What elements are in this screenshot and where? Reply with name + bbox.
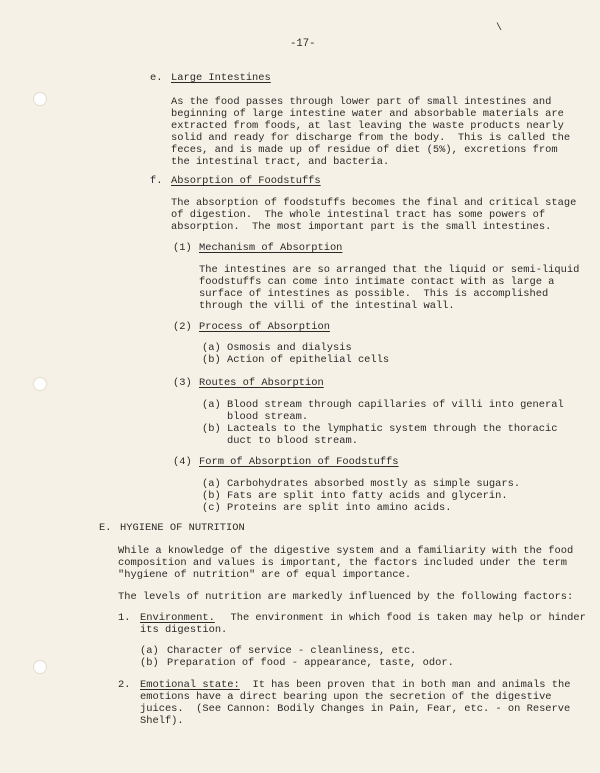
section-e-body-line: the intestinal tract, and bacteria.: [171, 156, 390, 168]
sub1-title: Mechanism of Absorption: [199, 242, 343, 254]
sub4-item-text: Proteins are split into amino acids.: [227, 502, 452, 514]
section-e-body-line: feces, and is made up of residue of diet (5%), excretions from: [171, 144, 558, 156]
item1-text: The environment in which food is taken may help or hinder: [218, 612, 586, 624]
sub4-label: (4): [173, 456, 192, 468]
sub3-item-label: (a): [202, 399, 221, 411]
sub3-label: (3): [173, 377, 192, 389]
item1-sub-text: Character of service - cleanliness, etc.: [167, 645, 417, 657]
item2-title: Emotional state:: [140, 679, 240, 691]
section-f-label: f.: [150, 175, 163, 187]
punch-hole: [33, 660, 47, 674]
section-e-label: e.: [150, 72, 163, 84]
sub3-item-text: Blood stream through capillaries of villi into general: [227, 399, 564, 411]
sub4-item-label: (c): [202, 502, 221, 514]
section-f-body-line: The absorption of foodstuffs becomes the final and critical stage: [171, 197, 577, 209]
item2-label: 2.: [118, 679, 131, 691]
sub4-item-label: (b): [202, 490, 221, 502]
sub2-item-label: (a): [202, 342, 221, 354]
section-e-body-line: extracted from foods, at last leaving the waste products nearly: [171, 120, 564, 132]
punch-hole: [33, 92, 47, 106]
item1-title: Environment.: [140, 612, 215, 624]
page-number: -17-: [290, 38, 316, 50]
sub3-item-text: blood stream.: [227, 411, 309, 423]
sub3-item-label: (b): [202, 423, 221, 435]
section-e-title: Large Intestines: [171, 72, 271, 84]
item2-text: It has been proven that in both man and animals the: [240, 679, 571, 691]
punch-hole: [33, 377, 47, 391]
section-E-intro-line: composition and values is important, the factors included under the term: [118, 557, 567, 569]
sub2-item-label: (b): [202, 354, 221, 366]
sub4-title: Form of Absorption of Foodstuffs: [199, 456, 399, 468]
sub3-item-text: duct to blood stream.: [227, 435, 358, 447]
section-f-title: Absorption of Foodstuffs: [171, 175, 321, 187]
section-E-label: E.: [99, 522, 112, 534]
section-E-title: HYGIENE OF NUTRITION: [120, 522, 245, 534]
section-e-body-line: solid and ready for discharge from the body. This is called the: [171, 132, 571, 144]
item1-sub-text: Preparation of food - appearance, taste, odor.: [167, 657, 454, 669]
sub1-body-line: The intestines are so arranged that the liquid or semi-liquid: [199, 264, 580, 276]
section-E-intro-line: "hygiene of nutrition" are of equal importance.: [118, 569, 412, 581]
sub2-item-text: Osmosis and dialysis: [227, 342, 352, 354]
sub4-item-text: Fats are split into fatty acids and glycerin.: [227, 490, 508, 502]
item2-text: Shelf).: [140, 715, 184, 727]
section-e-body-line: beginning of large intestine water and absorbable materials are: [171, 108, 564, 120]
sub4-item-text: Carbohydrates absorbed mostly as simple sugars.: [227, 478, 521, 490]
sub1-label: (1): [173, 242, 192, 254]
sub3-title: Routes of Absorption: [199, 377, 324, 389]
sub2-item-text: Action of epithelial cells: [227, 354, 390, 366]
sub1-body-line: foodstuffs can come into intimate contact with as large a: [199, 276, 555, 288]
item1-sub-label: (a): [140, 645, 159, 657]
sub3-item-text: Lacteals to the lymphatic system through the thoracic: [227, 423, 558, 435]
section-E-intro-line: While a knowledge of the digestive system and a familiarity with the food: [118, 545, 574, 557]
sub4-item-label: (a): [202, 478, 221, 490]
section-f-body-line: absorption. The most important part is the small intestines.: [171, 221, 552, 233]
sub1-body-line: through the villi of the intestinal wall.: [199, 300, 455, 312]
pencil-mark: \: [496, 23, 503, 34]
sub2-title: Process of Absorption: [199, 321, 330, 333]
section-f-body-line: of digestion. The whole intestinal tract has some powers of: [171, 209, 546, 221]
sub1-body-line: surface of intestines as possible. This is accomplished: [199, 288, 549, 300]
item2-text: emotions have a direct bearing upon the secretion of the digestive: [140, 691, 552, 703]
sub2-label: (2): [173, 321, 192, 333]
section-e-body-line: As the food passes through lower part of small intestines and: [171, 96, 552, 108]
item1-label: 1.: [118, 612, 131, 624]
section-E-levels: The levels of nutrition are markedly influenced by the following factors:: [118, 591, 574, 603]
item1-sub-label: (b): [140, 657, 159, 669]
item1-text: its digestion.: [140, 624, 228, 636]
item2-text: juices. (See Cannon: Bodily Changes in Pain, Fear, etc. - on Reserve: [140, 703, 571, 715]
